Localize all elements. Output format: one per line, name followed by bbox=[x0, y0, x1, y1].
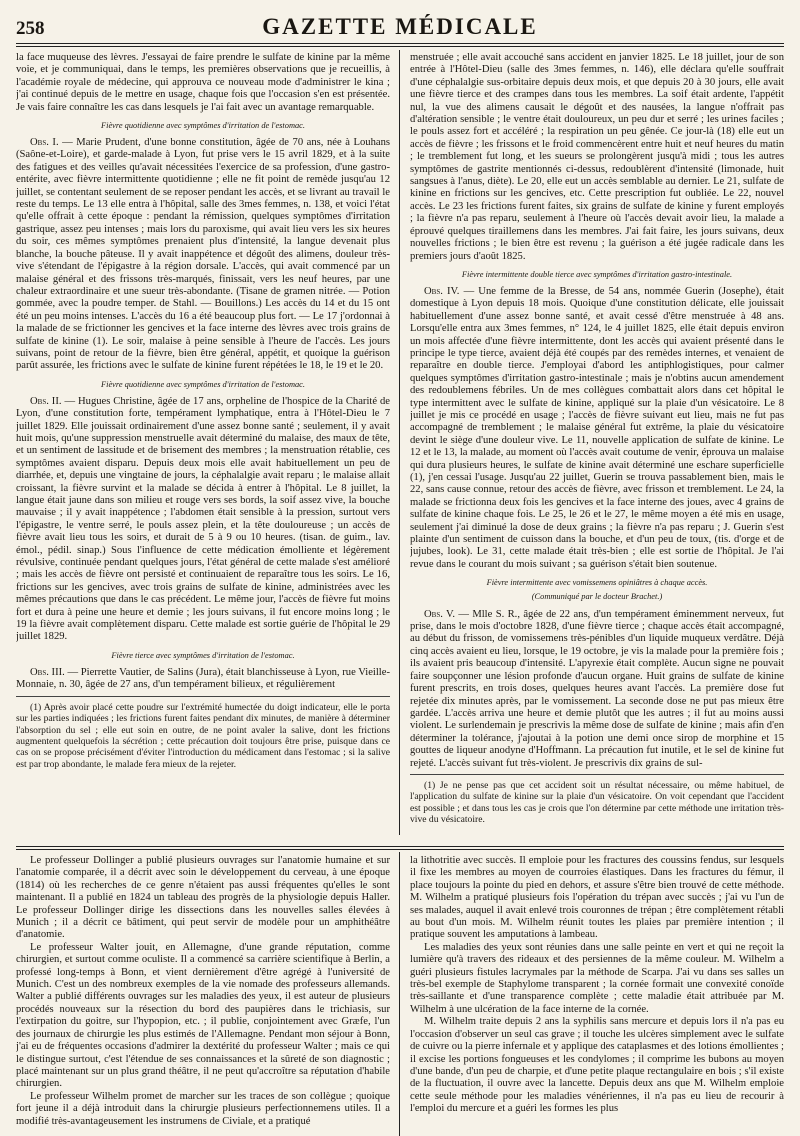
section-subtitle: (Communiqué par le docteur Brachet.) bbox=[531, 592, 663, 602]
observation-text: — Marie Prudent, d'une bonne constitution, âgée de 70 ans, née à Louhans (Saône-et-Loire), et garde-malade à Lyon, fut prise vers le 15 avril 1829, et à la suite des fatigues et des veilles qu'avait nécessitées l'exercice de sa profession, d'une gastro-entérite, avec fièvre intermittente quotidienne ; elle ne fit point de remède jusqu'au 12 juillet, se contentant seulement de se reposer pendant les accès, et se livrant au travail le reste du temps. Le 13 elle entra à l'hôpital, salle des 3mes femmes, n. 138, et voici l'état qu'elle offrait à cette époque : pendant la rémission, quelques symptômes d'irritation gastrique, assez peu intenses ; mais lors du paroxisme, qui avait lieu vers les six heures du soir, ces mêmes symptômes prenaient plus d'intensité, la langue devenait plus blanche, la bouche pâteuse. Il y avait inappétence et dégoût des alimens, douleur très-vive s'étendant de l'épigastre à la région dorsale. L'accès, qui avait commencé par un malaise général et des frissons très-marqués, finissait, vers les neuf heures, par une chaleur extraordinaire et une sueur très-abondante. (Tisane de gramen nitrée. — Potion gommée, avec la poudre temper. de Stahl. — Bouillons.) Les accès du 14 et du 15 ont été un peu moins intenses. L'accès du 16 a été beaucoup plus fort. — Le 17 j'ordonnai à la malade de se frictionner les gencives et la face interne des lèvres avec trois grains de sulfate de kinine (1). Le soir, malaise à peine sensible à l'heure de l'accès. Les jours suivans, point de retour de la fièvre, bien être général, appétit, et quoique la guérison parût assurée, les frictions avec le sulfate de kinine furent répétées le 18, le 19 et le 20. bbox=[16, 137, 390, 372]
header-rule bbox=[16, 43, 784, 44]
footnote-rule bbox=[16, 696, 390, 697]
article-paragraph: Les maladies des yeux sont réunies dans une salle peinte en vert et qui ne reçoit la lumière qu'à travers des rideaux et des persiennes de la même couleur. M. Wilhelm a guéri plusieurs fistules lacrymales par la méthode de Scarpa. J'ai vu dans ses salles un très-bel exemple de Staphylome transparent ; la cornée formait une convexité conoïde très-saillante et d'une transparence complète ; cette maladie était attribuée par M. Wilhelm à une ulcération de la face interne de la cornée. bbox=[410, 941, 784, 1015]
left-column-top bbox=[16, 52, 390, 844]
observation-text: — Pierrette Vautier, de Salins (Jura), était blanchisseuse à Lyon, rue Vieille-Monnaie, n. 30, âgée de 27 ans, d'un tempérament bilieux, et régulièrement bbox=[16, 666, 390, 691]
section-title: Fièvre intermittente double tierce avec symptômes d'irritation gastro-intestinale. bbox=[461, 269, 733, 279]
footnote-rule bbox=[410, 774, 784, 775]
article-paragraph: Le professeur Dollinger a publié plusieurs ouvrages sur l'anatomie humaine et sur l'anatomie comparée, il a décrit avec soin le développement du cerveau, à une époque (1814) où les recherches de ce genre n'étaient pas aussi fréquentes qu'elles le sont maintenant. Il a publié en 1824 un tableau des progrès de la physiologie depuis Haller. Le professeur Dollinger dirige les dissections dans les nouvelles salles élevées à Munich ; il a décrit ce bâtiment, qui peut servir de modèle pour un amphithéâtre d'anatomie. bbox=[16, 855, 390, 941]
footnote: (1) Après avoir placé cette poudre sur l'extrémité humectée du doigt indicateur, elle le porta sur les parties indiquées ; les frictions furent faites pendant dix minutes, de manière à déterminer l'absorption du sel ; elle eut soin en outre, de ne point avaler la salive, dont les frictions augmentent quelquefois la sécrétion ; cette précaution doit toujours être prise, puisque dans ce cas on se propose précisément d'éviter l'introduction du médicament dans l'estomac ; si la salive est par trop abondante, le malade fera mieux de la rejeter. bbox=[16, 701, 390, 770]
right-column-bottom bbox=[410, 855, 784, 1134]
observation-label: Obs. V. bbox=[424, 608, 455, 620]
observation-label: Obs. I. bbox=[30, 137, 59, 149]
column-divider bbox=[399, 852, 400, 1136]
left-column-bottom bbox=[16, 855, 390, 1134]
article-paragraph: Le professeur Walter jouit, en Allemagne, d'une grande réputation, comme chirurgien, et surtout comme oculiste. Il a commencé sa carrière scientifique à Berlin, a professé long-temps à Bonn, et vient dernièrement d'être agrégé à l'université de Munich. C'est un des nombreux exemples de la vie nomade des professeurs allemands. Walter a publié différents ouvrages sur les maladies des yeux, il est auteur de plusieurs procédés nouveaux sur la résection du bord des paupières dans le trichiasis, sur l'extirpation du goitre, sur l'hypopion, etc. ; il publie, conjointement avec Græfe, l'un des journaux de chirurgie les plus estimés de l'Allemagne. Pendant mon séjour à Bonn, j'ai eu de fréquentes occasions d'admirer la dextérité du professeur Walter ; mais ce qui le distingue surtout, c'est l'étendue de ses connaissances et la sûreté de son diagnostic ; placé maintenant sur un plus grand théâtre, il ne peut qu'accroître sa réputation d'habile chirurgien. bbox=[16, 941, 390, 1090]
right-column-top bbox=[410, 52, 784, 844]
observation-text: — Une femme de la Bresse, de 54 ans, nommée Guerin (Josephe), était domestique à Lyon depuis 18 mois. Quoique d'une constitution délicate, elle jouissait habituellement d'une assez bonne santé, et avait cessé d'être menstruée à 48 ans. Lorsqu'elle entra aux 3mes femmes, n° 124, le 4 juillet 1825, elle était depuis environ un mois affectée d'une fièvre intermittente, dont les accès qui avaient présenté dans le principe le type tierce, avaient déjà été coupés par des remèdes internes, et venaient de reparaître en double tierce. J'employai d'abord les antiphlogistiques, pour calmer quelques symptômes d'irritation gastro-intestinale ; mais je n'obtins aucun amendement des redoublemens fébriles. Un de mes collègues combattait alors dans cet hôpital le type intermittent avec le sulfate de kinine, appliqué sur la plaie d'un vésicatoire. Le 8 juillet je mis ce procédé en usage ; l'accès de fièvre suivant eut lieu, mais ne fut pas accompagné de tremblement ; le malaise général fut extrême, la plaie du vésicatoire devint le siège d'une douleur vive. Le 11, nouvelle application de sulfate de kinine. Le 12 et le 13, la malade, au moment où l'accès avait coutume de venir, éprouva un malaise qui dura plusieurs heures, le sulfate de kinine avait déterminé une eschare superficielle (1), j'en cessai l'usage. Jusqu'au 22 juillet, Guerin se trouva passablement bien, mais le 22, sans cause connue, retour des accès de fièvre, avec frisson et tremblement. Le 24, la malade se frictionna deux fois les gencives et la face interne des joues, avec 4 grains de sulfate de kinine chaque fois. Le 25, le 26 et le 27, le même moyen a été mis en usage, seulement j'ai diminué la dose de deux grains ; la fièvre n'a pas reparu ; J. Guerin s'est plainte d'un sentiment de cuisson dans la bouche, et d'un peu de toux, (tis. d'orge et de jujubes, look). Le 31, cette malade était très-bien ; elle est sortie de l'hôpital. Je l'ai revue dans le courant du mois suivant ; sa guérison s'était bien soutenue. bbox=[410, 285, 784, 570]
section-title: Fièvre quotidienne avec symptômes d'irritation de l'estomac. bbox=[101, 379, 305, 389]
observation-paragraph bbox=[16, 396, 390, 644]
column-divider bbox=[399, 50, 400, 835]
observation-paragraph bbox=[410, 286, 784, 571]
observation-paragraph bbox=[16, 137, 390, 373]
section-title: Fièvre intermittente avec vomissemens opiniâtres à chaque accès. bbox=[486, 578, 708, 588]
header-rule-double bbox=[16, 46, 784, 47]
section-separator-double bbox=[16, 849, 784, 850]
observation-label: Obs. III. bbox=[30, 666, 65, 678]
footnote: (1) Je ne pense pas que cet accident soit un résultat nécessaire, ou même habituel, de l'application du sulfate de kinine sur la plaie d'un vésicatoire. On voit cependant que l'accident est possible ; et dans tous les cas je crois que l'on détermine par cette méthode une irritation très-vive du vésicatoire. bbox=[410, 779, 784, 826]
article-paragraph: M. Wilhelm traite depuis 2 ans la syphilis sans mercure et depuis lors il n'a pas eu l'occasion d'observer un seul cas grave ; il touche les ulcères simplement avec le sulfate de cuivre ou la pierre infernale et y applique des cataplasmes et des lotions émollientes ; il excise les portions fongueuses et les condylomes ; il comprime les bubons au moyen d'une bande, d'un peu de charpie, et d'une petite plaque rectangulaire en bois ; s'il existe de la fluctuation, il ouvre avec la lancette. Depuis deux ans que M. Wilhelm emploie cette seule méthode pour les maladies vénériennes, il n'a pas eu lieu de recourir à l'emploi du mercure et a guéri les formes les plus bbox=[410, 1016, 784, 1115]
observation-paragraph bbox=[16, 667, 390, 692]
observation-text: — Mlle S. R., âgée de 22 ans, d'un tempérament éminemment nerveux, fut prise, dans le mois d'octobre 1828, d'une fièvre tierce ; chaque accès était accompagné, au début du frisson, de vomissemens très-pénibles d'un liquide muqueux verdâtre. Déjà cinq accès avaient eu lieu, lorsque, le 19 octobre, je vis la malade pour la première fois ; ils avaient pris beaucoup d'intensité. L'apyrexie était complète. Aucun signe ne pouvait faire soupçonner une lésion profonde d'aucun organe. Huit grains de sulfate de kinine furent prescrits, en trois doses, quelques heures avant l'accès. La première dose fut rejetée dix minutes après, par le vomissement. La seconde dose ne put pas mieux être gardée. L'accès arriva une heure et demie plutôt que les autres ; il fut au moins aussi violent. Le surlendemain je prescrivis la même dose de sulfate de kinine ; mais afin d'en déterminer la tolérance, j'ajoutai à la potion une demi once sirop de morphine et 15 gouttes de liqueur anodyne d'Hoffmann. La précaution fut inutile, et le sel de kinine fut rejeté. L'accès suivant fut très-violent. Je prescrivis dix grains de sul- bbox=[410, 608, 784, 769]
continued-paragraph: menstruée ; elle avait accouché sans accident en janvier 1825. Le 18 juillet, jour de son entrée à l'Hôtel-Dieu (salle des 3mes femmes, n. 146), elle déclara qu'elle souffrait d'une céphalalgie sus-orbitaire depuis deux mois, et que depuis 20 à 30 jours, elle avait une fièvre tierce et des crampes dans tous les membres. La soif était ardente, l'appétit nul, la vue des alimens causait le dégoût et des nausées, la langue n'offrait pas d'altération sensible ; le ventre était douloureux, un peu dur et serré ; les urines faciles ; le pouls assez fort et accéléré ; la respiration un peu gênée. Ce jour-là (18) elle eut un accès de fièvre ; les frissons et le froid commencèrent entre huit et neuf heures du matin ; le tremblement fut long, et les sueurs se prolongèrent jusqu'à midi ; tous les autres symptômes de gastrite mentionnés ci-dessus, redoublèrent d'intensité (limonade, huit sangsues à l'anus, diète). Le 20, elle eut un accès semblable au dernier. Le 21, sulfate de kinine en frictions sur les gencives, etc. Cette prescription fut oubliée. Le 22, nouvel accès. Le 23 les frictions furent faites, six grains de sulfate de kinine y furent employés ; la fièvre n'a pas reparu, seulement à l'heure où l'accès devait avoir lieu, la malade a éprouvé quelques tiraillemens dans les membres. J'ai fait faire, les jours suivans, deux nouvelles frictions ; le bien être est revenu ; la guérison a été jugée radicale dans les premiers jours d'août 1825. bbox=[410, 52, 784, 262]
journal-title: GAZETTE MÉDICALE bbox=[262, 14, 538, 39]
article-paragraph: Le professeur Wilhelm promet de marcher sur les traces de son collègue ; quoique fort jeune il a déjà introduit dans la chirurgie plusieurs perfectionnemens utiles. Il a modifié très-avantageusement les instrumens de Civiale, et a pratiqué bbox=[16, 1090, 390, 1127]
section-separator bbox=[16, 846, 784, 847]
observation-label: Obs. IV. bbox=[424, 285, 460, 297]
intro-paragraph: la face muqueuse des lèvres. J'essayai de faire prendre le sulfate de kinine par la même voie, et je communiquai, dans le temps, les premières observations que je recueillis, à l'académie royale de médecine, qui approuva ce nouveau mode d'administrer le kina ; j'ai continué depuis de le mettre en usage, chaque fois que l'occasion s'en est présentée. Je vais faire connaître les cas dans lesquels je l'ai fait avec un avantage remarquable. bbox=[16, 52, 390, 113]
page-number: 258 bbox=[16, 18, 45, 39]
section-title: Fièvre tierce avec symptômes d'irritation de l'estomac. bbox=[111, 650, 295, 660]
observation-paragraph bbox=[410, 609, 784, 770]
page-header bbox=[16, 8, 784, 40]
observation-text: — Hugues Christine, âgée de 17 ans, orpheline de l'hospice de la Charité de Lyon, d'une constitution forte, tempérament lymphatique, entra à l'Hôtel-Dieu le 7 juillet 1829. Elle jouissait ordinairement d'une assez bonne santé ; seulement, il y avait huit mois, qu'une suppression menstruelle avait déterminé du malaise, des maux de tête, et un sentiment de lassitude et de brisement des membres ; la menstruation rétablie, ces symptômes avaient disparu. Depuis deux mois elle avait habituellement un peu de diarrhée, et, depuis une vingtaine de jours, la céphalalgie avait reparu ; le malaise allait croissant, la fièvre survint et la malade se décida à entrer à l'hôpital. Le 8 juillet, la langue était jaune dans son milieu et rouge vers ses bords, la soif assez vive, la bouche mauvaise ; il y avait inappétence ; l'abdomen était sensible à la pression, surtout vers l'épigastre, le ventre serré, le pouls assez plein, et la tête douloureuse ; un accès de fièvre avait lieu tous les soirs, et durait de 5 à 9 ou 10 heures. (tisan. de guim., lav. émol., pédil. sinap.) Sous l'influence de cette médication émolliente et légèrement révulsive, continuée pendant quelques jours, l'état général de cette malade s'est amélioré ; mais les accès de fièvre ont persisté et continuaient de reparaître tous les soirs. Le 16, frictions sur les gencives, avec trois grains de sulfate de kinine, administrées avec les mêmes précautions que dans le cas précédent. Le même jour, l'accès de fièvre fut moins fort et dura à peine une heure et demie ; les jours suivans, il fut encore moins long ; le 19 la fièvre avait complètement disparu. Cette malade est sortie guérie de l'hôpital le 29 juillet 1829. bbox=[16, 395, 390, 643]
observation-label: Obs. II. bbox=[30, 395, 62, 407]
section-title: Fièvre quotidienne avec symptômes d'irritation de l'estomac. bbox=[101, 121, 305, 131]
article-paragraph: la lithotritie avec succès. Il emploie pour les fractures des coussins fendus, sur lesquels il fixe les membres au moyen de courroies élastiques. Dans les fractures du fémur, il place toujours la pointe du pied en dehors, et assure s'être bien trouvé de cette méthode. M. Wilhelm a pratiqué plusieurs fois l'opération du trépan avec succès ; j'ai vu l'un de ses malades, auquel il avait enlevé trois couronnes de trépan ; être complètement rétabli au bout d'un mois. M. Wilhelm réunit toutes les plaies par première intention ; il pratique souvent les amputations à lambeau. bbox=[410, 855, 784, 941]
